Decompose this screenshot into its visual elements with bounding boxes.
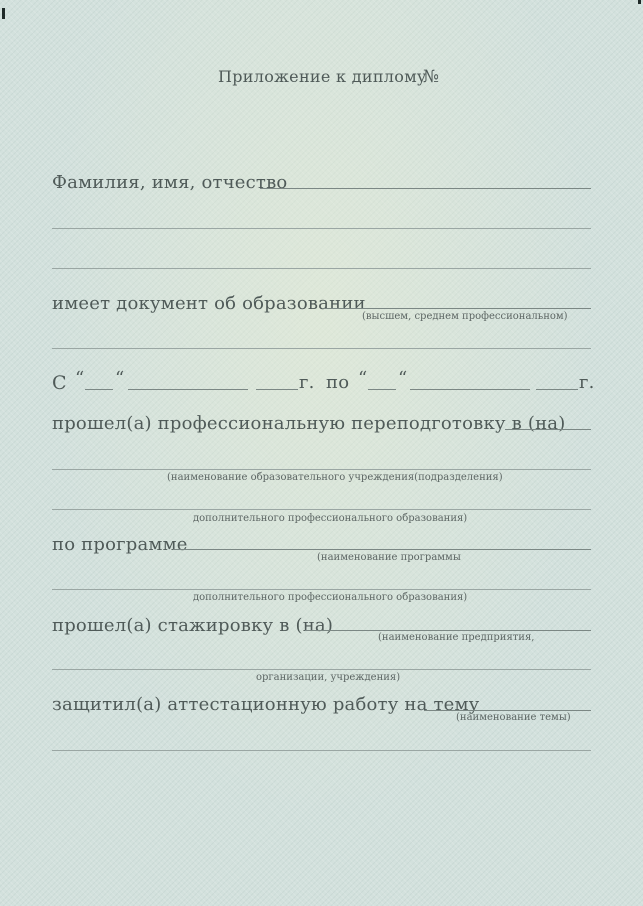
- education-hint: (высшем, среднем профессиональном): [362, 311, 568, 322]
- scan-corner-mark-top: [638, 0, 641, 4]
- retraining-label: прошел(а) профессиональную переподготовку в (на): [52, 413, 566, 434]
- number-sign: №: [423, 67, 440, 87]
- thesis-hint: (наименование темы): [456, 712, 571, 723]
- period-to-day-line[interactable]: [368, 389, 396, 390]
- program-hint-2: дополнительного профессионального образования): [193, 592, 468, 603]
- education-label: имеет документ об образовании: [52, 293, 366, 314]
- program-label: по программе: [52, 534, 188, 555]
- institution-hint-2: дополнительного профессионального образования): [193, 513, 468, 524]
- page-title: Приложение к диплому: [218, 67, 427, 86]
- internship-hint-2: организации, учреждения): [256, 672, 401, 683]
- thesis-label: защитил(а) аттестационную работу на тему: [52, 694, 480, 715]
- education-line-2[interactable]: [52, 348, 591, 349]
- period-from-close-quote: “: [115, 368, 125, 389]
- full-name-label: Фамилия, имя, отчество: [52, 172, 288, 193]
- education-line[interactable]: [324, 308, 591, 309]
- program-hint: (наименование программы: [317, 552, 461, 563]
- full-name-line[interactable]: [260, 188, 591, 189]
- period-from-open-quote: “: [75, 368, 85, 389]
- internship-label: прошел(а) стажировку в (на): [52, 615, 334, 636]
- period-to-month-line[interactable]: [410, 389, 530, 390]
- period-from-month-line[interactable]: [128, 389, 248, 390]
- thesis-line[interactable]: [424, 710, 591, 711]
- full-name-line-3[interactable]: [52, 268, 591, 269]
- program-line-2[interactable]: [52, 589, 591, 590]
- internship-line-2[interactable]: [52, 669, 591, 670]
- period-to-year-suffix: г.: [579, 372, 595, 393]
- program-line[interactable]: [173, 549, 591, 550]
- institution-line-2[interactable]: [52, 509, 591, 510]
- institution-line[interactable]: [52, 469, 591, 470]
- period-from-label: С: [52, 372, 67, 394]
- scan-corner-mark: [2, 8, 5, 19]
- period-from-year-suffix: г.: [299, 372, 315, 393]
- period-from-year-line[interactable]: [256, 389, 298, 390]
- period-to-year-line[interactable]: [536, 389, 578, 390]
- internship-hint: (наименование предприятия,: [378, 632, 535, 643]
- period-to-open-quote: “: [358, 368, 368, 389]
- institution-hint: (наименование образовательного учреждения(подразделения): [167, 472, 503, 483]
- internship-line[interactable]: [305, 630, 591, 631]
- period-to-label: по: [326, 372, 350, 393]
- retraining-line[interactable]: [505, 429, 591, 430]
- period-to-close-quote: “: [398, 368, 408, 389]
- thesis-line-2[interactable]: [52, 750, 591, 751]
- full-name-line-2[interactable]: [52, 228, 591, 229]
- period-from-day-line[interactable]: [85, 389, 113, 390]
